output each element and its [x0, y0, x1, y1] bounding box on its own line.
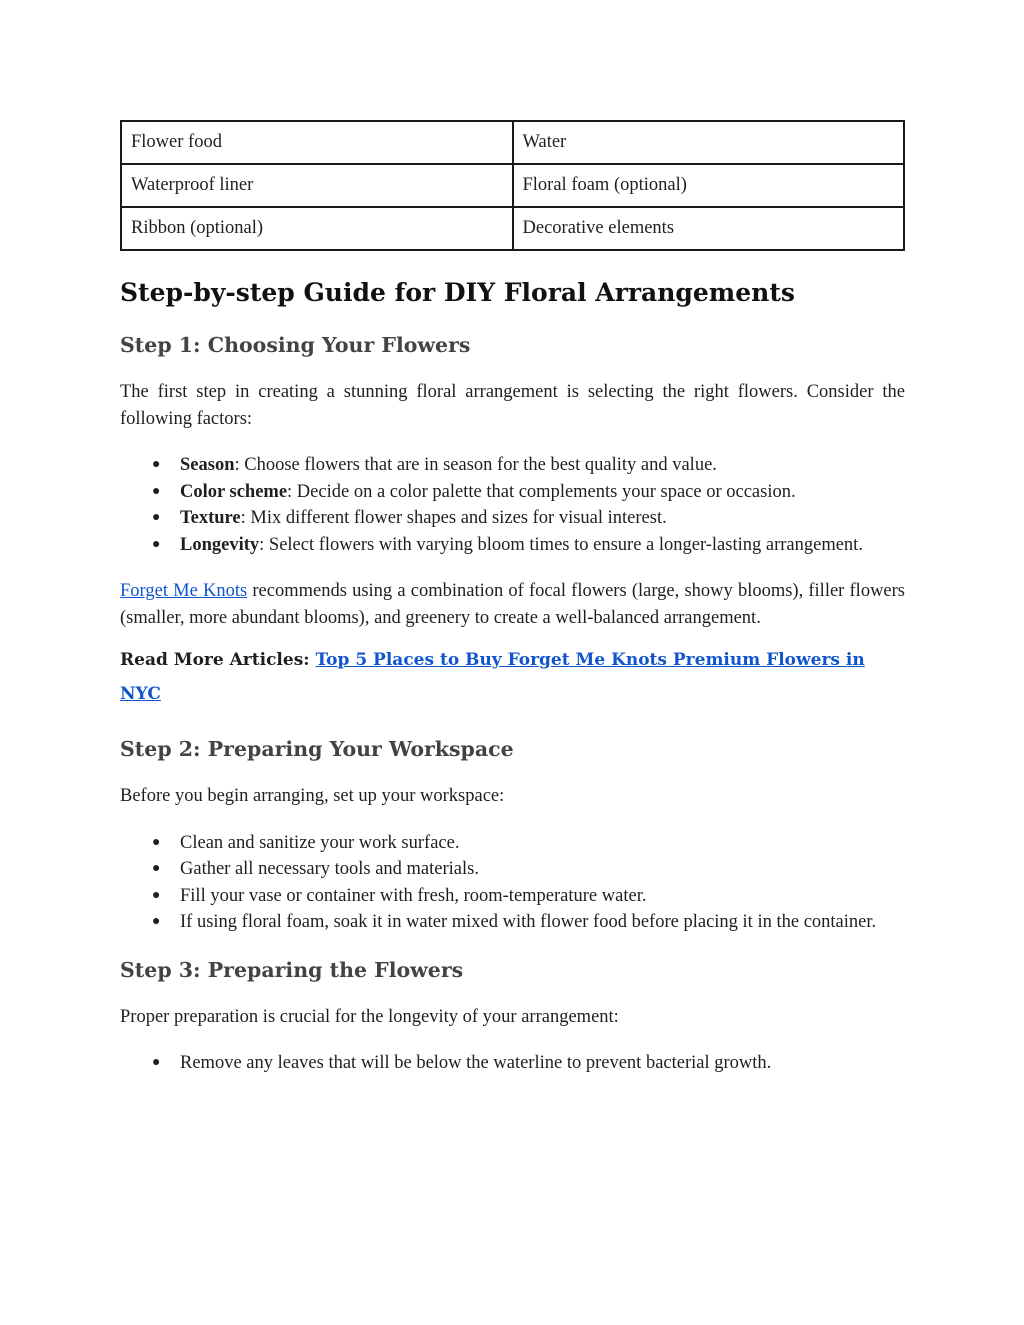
table-row: [121, 164, 904, 207]
factors-list: [120, 452, 905, 558]
list-item: [120, 452, 905, 479]
table-cell: Waterproof liner: [121, 164, 513, 207]
step1-heading: Step 1: Choosing Your Flowers: [120, 333, 471, 357]
table-cell: Flower food: [121, 121, 513, 164]
bullet-icon: ●: [152, 834, 161, 850]
step1-intro: The first step in creating a stunning floral arrangement is selecting the right flowers. Consider the following factors:: [120, 382, 905, 429]
bullet-icon: ●: [152, 887, 161, 903]
read-more: [120, 643, 905, 711]
recommendation-text: recommends using a combination of focal flowers (large, showy blooms), filler flowers (smaller, more abundant blooms), and greenery to create a well-balanced arrangement.: [120, 581, 906, 628]
bullet-icon: ●: [152, 536, 161, 552]
factor-text: : Select flowers with varying bloom times to ensure a longer-lasting arrangement.: [259, 534, 863, 555]
step2-intro: Before you begin arranging, set up your workspace:: [120, 786, 505, 806]
list-item-text: Remove any leaves that will be below the waterline to prevent bacterial growth.: [180, 1053, 772, 1073]
guide-title: Step-by-step Guide for DIY Floral Arrangements: [120, 278, 795, 307]
table-cell: Ribbon (optional): [121, 207, 513, 250]
bullet-icon: ●: [152, 457, 161, 472]
factor-term: Color scheme: [180, 481, 288, 502]
bullet-icon: ●: [152, 483, 161, 499]
materials-table: [120, 120, 905, 251]
factor-text: : Choose flowers that are in season for the best quality and value.: [234, 455, 717, 475]
step3-intro: Proper preparation is crucial for the longevity of your arrangement:: [120, 1006, 619, 1027]
list-item: [120, 856, 905, 883]
list-item-text: Clean and sanitize your work surface.: [180, 832, 460, 853]
list-item: [120, 830, 905, 857]
list-item: [120, 1050, 905, 1077]
list-item: [120, 532, 905, 559]
factor-term: Texture: [180, 508, 241, 528]
table-cell: Water: [513, 121, 905, 164]
table-row: [121, 207, 904, 250]
workspace-list: [120, 830, 905, 936]
list-item-text: Fill your vase or container with fresh, room-temperature water.: [180, 885, 647, 906]
page-content: [120, 120, 905, 1077]
list-item: [120, 909, 905, 936]
read-more-label: Read More Articles:: [120, 650, 316, 670]
bullet-icon: ●: [152, 861, 161, 876]
factor-text: : Mix different flower shapes and sizes for visual interest.: [240, 508, 667, 528]
table-cell: Decorative elements: [513, 207, 905, 250]
recommendation-paragraph: [120, 578, 905, 631]
bullet-icon: ●: [152, 914, 161, 929]
table-cell: Floral foam (optional): [513, 164, 905, 207]
table-row: [121, 121, 904, 164]
factor-text: : Decide on a color palette that complements your space or occasion.: [287, 481, 796, 502]
list-item-text: If using floral foam, soak it in water mixed with flower food before placing it in the container.: [180, 912, 877, 932]
forget-me-knots-link[interactable]: Forget Me Knots: [120, 581, 248, 601]
step3-heading: Step 3: Preparing the Flowers: [120, 957, 464, 982]
list-item: [120, 883, 905, 910]
factor-term: Longevity: [180, 534, 260, 555]
list-item: [120, 479, 905, 506]
list-item-text: Gather all necessary tools and materials.: [180, 859, 479, 879]
preparation-list: [120, 1050, 905, 1077]
bullet-icon: ●: [152, 1055, 161, 1070]
step2-heading: Step 2: Preparing Your Workspace: [120, 737, 514, 761]
read-more-link[interactable]: Top 5 Places to Buy Forget Me Knots Premium Flowers in NYC: [120, 650, 865, 704]
factor-term: Season: [180, 455, 235, 475]
list-item: [120, 505, 905, 532]
bullet-icon: ●: [152, 510, 161, 525]
